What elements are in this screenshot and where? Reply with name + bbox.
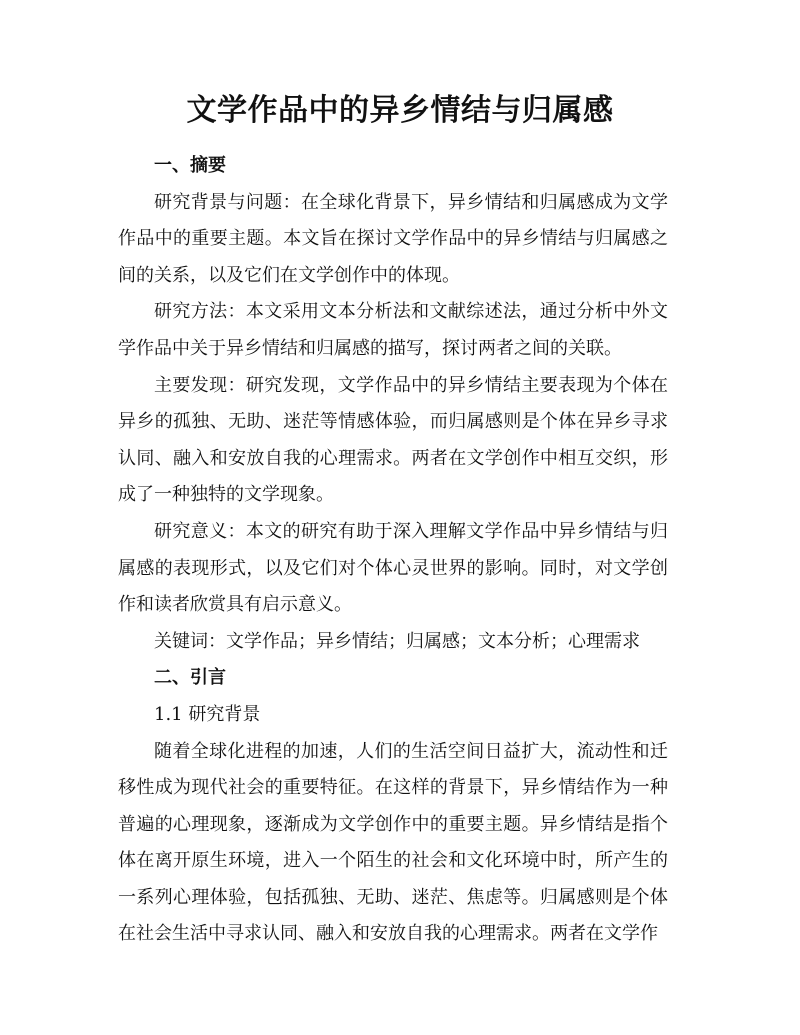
- abstract-background-paragraph: 研究背景与问题：在全球化背景下，异乡情结和归属感成为文学作品中的重要主题。本文旨在探讨文学作品中的异乡情结与归属感之间的关系，以及它们在文学创作中的体现。: [118, 191, 668, 286]
- document-body: [118, 148, 668, 953]
- subsection-heading-background: 1.1 研究背景: [154, 703, 261, 725]
- section-heading-introduction: 二、引言: [154, 667, 226, 689]
- abstract-significance-paragraph: 研究意义：本文的研究有助于深入理解文学作品中异乡情结与归属感的表现形式，以及它们对个体心灵世界的影响。同时，对文学创作和读者欣赏具有启示意义。: [118, 520, 668, 616]
- document-title: 文学作品中的异乡情结与归属感: [186, 93, 614, 128]
- section-heading-abstract: 一、摘要: [154, 155, 226, 176]
- abstract-method-paragraph: 研究方法：本文采用文本分析法和文献综述法，通过分析中外文学作品中关于异乡情结和归属感的描写，探讨两者之间的关联。: [118, 301, 668, 359]
- abstract-findings-paragraph: 主要发现：研究发现，文学作品中的异乡情结主要表现为个体在异乡的孤独、无助、迷茫等情感体验，而归属感则是个体在异乡寻求认同、融入和安放自我的心理需求。两者在文学创作中相互交织，形成了一种独特的文学现象。: [118, 374, 668, 506]
- keywords-line: 关键词：文学作品；异乡情结；归属感；文本分析；心理需求: [154, 630, 640, 652]
- introduction-paragraph: 随着全球化进程的加速，人们的生活空间日益扩大，流动性和迁移性成为现代社会的重要特征。在这样的背景下，异乡情结作为一种普遍的心理现象，逐渐成为文学创作中的重要主题。异乡情结是指个体在离开原生环境，进入一个陌生的社会和文化环境中时，所产生的一系列心理体验，包括孤独、无助、迷茫、焦虑等。归属感则是个体在社会生活中寻求认同、融入和安放自我的心理需求。两者在文学作: [118, 740, 668, 945]
